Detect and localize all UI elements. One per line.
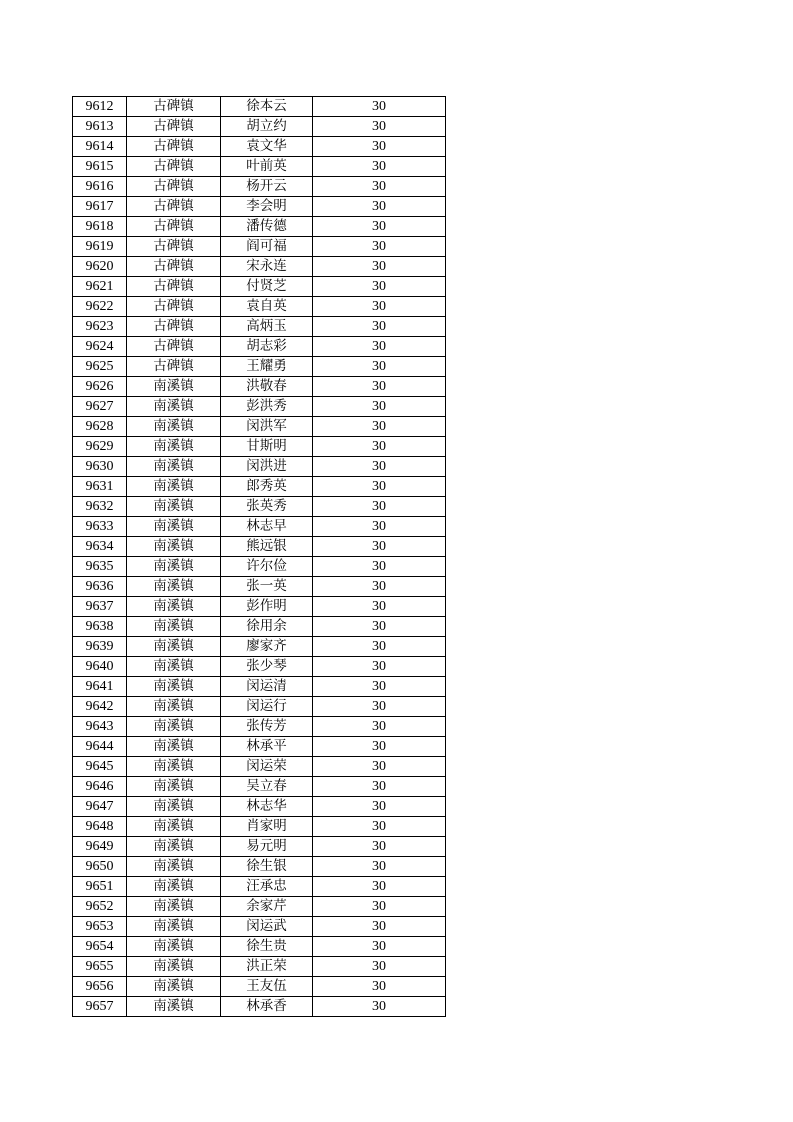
table-row — [73, 977, 446, 997]
town-cell: 古碑镇 — [127, 357, 221, 377]
amount-cell: 30 — [313, 237, 446, 257]
name-cell: 易元明 — [221, 837, 313, 857]
town-cell: 南溪镇 — [127, 617, 221, 637]
table-row — [73, 357, 446, 377]
table-row — [73, 877, 446, 897]
town-cell: 古碑镇 — [127, 157, 221, 177]
table-row — [73, 817, 446, 837]
table-row — [73, 677, 446, 697]
table-row — [73, 797, 446, 817]
row-id-cell: 9655 — [73, 957, 127, 977]
row-id-cell: 9656 — [73, 977, 127, 997]
name-cell: 闵洪进 — [221, 457, 313, 477]
town-cell: 南溪镇 — [127, 937, 221, 957]
name-cell: 徐生贵 — [221, 937, 313, 957]
row-id-cell: 9651 — [73, 877, 127, 897]
amount-cell: 30 — [313, 277, 446, 297]
name-cell: 张传芳 — [221, 717, 313, 737]
town-cell: 南溪镇 — [127, 997, 221, 1017]
amount-cell: 30 — [313, 737, 446, 757]
row-id-cell: 9616 — [73, 177, 127, 197]
town-cell: 南溪镇 — [127, 577, 221, 597]
row-id-cell: 9612 — [73, 97, 127, 117]
name-cell: 胡志彩 — [221, 337, 313, 357]
amount-cell: 30 — [313, 437, 446, 457]
row-id-cell: 9629 — [73, 437, 127, 457]
name-cell: 张一英 — [221, 577, 313, 597]
name-cell: 许尔俭 — [221, 557, 313, 577]
amount-cell: 30 — [313, 397, 446, 417]
amount-cell: 30 — [313, 257, 446, 277]
row-id-cell: 9617 — [73, 197, 127, 217]
table-row — [73, 757, 446, 777]
row-id-cell: 9615 — [73, 157, 127, 177]
row-id-cell: 9642 — [73, 697, 127, 717]
table-row — [73, 337, 446, 357]
amount-cell: 30 — [313, 617, 446, 637]
row-id-cell: 9618 — [73, 217, 127, 237]
row-id-cell: 9654 — [73, 937, 127, 957]
row-id-cell: 9627 — [73, 397, 127, 417]
table-row — [73, 257, 446, 277]
table-row — [73, 737, 446, 757]
amount-cell: 30 — [313, 137, 446, 157]
town-cell: 古碑镇 — [127, 197, 221, 217]
name-cell: 潘传德 — [221, 217, 313, 237]
table-row — [73, 637, 446, 657]
row-id-cell: 9634 — [73, 537, 127, 557]
name-cell: 闵运清 — [221, 677, 313, 697]
amount-cell: 30 — [313, 657, 446, 677]
table-row — [73, 437, 446, 457]
name-cell: 林承香 — [221, 997, 313, 1017]
row-id-cell: 9630 — [73, 457, 127, 477]
name-cell: 阎可福 — [221, 237, 313, 257]
amount-cell: 30 — [313, 217, 446, 237]
town-cell: 古碑镇 — [127, 317, 221, 337]
amount-cell: 30 — [313, 577, 446, 597]
town-cell: 南溪镇 — [127, 957, 221, 977]
table-row — [73, 377, 446, 397]
row-id-cell: 9648 — [73, 817, 127, 837]
table-row — [73, 457, 446, 477]
name-cell: 张少琴 — [221, 657, 313, 677]
row-id-cell: 9624 — [73, 337, 127, 357]
name-cell: 闵运武 — [221, 917, 313, 937]
amount-cell: 30 — [313, 677, 446, 697]
table-row — [73, 297, 446, 317]
row-id-cell: 9621 — [73, 277, 127, 297]
table-row — [73, 717, 446, 737]
table-row — [73, 477, 446, 497]
amount-cell: 30 — [313, 957, 446, 977]
amount-cell: 30 — [313, 477, 446, 497]
row-id-cell: 9631 — [73, 477, 127, 497]
amount-cell: 30 — [313, 857, 446, 877]
name-cell: 彭洪秀 — [221, 397, 313, 417]
row-id-cell: 9638 — [73, 617, 127, 637]
row-id-cell: 9650 — [73, 857, 127, 877]
name-cell: 闵运荣 — [221, 757, 313, 777]
amount-cell: 30 — [313, 517, 446, 537]
name-cell: 徐用余 — [221, 617, 313, 637]
row-id-cell: 9643 — [73, 717, 127, 737]
town-cell: 南溪镇 — [127, 797, 221, 817]
table-row — [73, 497, 446, 517]
town-cell: 南溪镇 — [127, 557, 221, 577]
table-row — [73, 857, 446, 877]
table-row — [73, 517, 446, 537]
name-cell: 汪承忠 — [221, 877, 313, 897]
name-cell: 林志华 — [221, 797, 313, 817]
town-cell: 古碑镇 — [127, 277, 221, 297]
row-id-cell: 9646 — [73, 777, 127, 797]
town-cell: 南溪镇 — [127, 677, 221, 697]
name-cell: 李会明 — [221, 197, 313, 217]
name-cell: 林志早 — [221, 517, 313, 537]
town-cell: 南溪镇 — [127, 917, 221, 937]
row-id-cell: 9632 — [73, 497, 127, 517]
table-row — [73, 277, 446, 297]
name-cell: 付贤芝 — [221, 277, 313, 297]
table-row — [73, 937, 446, 957]
name-cell: 林承平 — [221, 737, 313, 757]
town-cell: 古碑镇 — [127, 117, 221, 137]
town-cell: 南溪镇 — [127, 737, 221, 757]
row-id-cell: 9614 — [73, 137, 127, 157]
amount-cell: 30 — [313, 417, 446, 437]
town-cell: 南溪镇 — [127, 597, 221, 617]
row-id-cell: 9652 — [73, 897, 127, 917]
amount-cell: 30 — [313, 157, 446, 177]
name-cell: 肖家明 — [221, 817, 313, 837]
amount-cell: 30 — [313, 557, 446, 577]
name-cell: 张英秀 — [221, 497, 313, 517]
town-cell: 南溪镇 — [127, 757, 221, 777]
name-cell: 袁自英 — [221, 297, 313, 317]
row-id-cell: 9649 — [73, 837, 127, 857]
row-id-cell: 9640 — [73, 657, 127, 677]
row-id-cell: 9628 — [73, 417, 127, 437]
amount-cell: 30 — [313, 817, 446, 837]
name-cell: 高炳玉 — [221, 317, 313, 337]
table-row — [73, 217, 446, 237]
row-id-cell: 9635 — [73, 557, 127, 577]
amount-cell: 30 — [313, 797, 446, 817]
name-cell: 洪正荣 — [221, 957, 313, 977]
table-row — [73, 697, 446, 717]
row-id-cell: 9657 — [73, 997, 127, 1017]
amount-cell: 30 — [313, 497, 446, 517]
table-row — [73, 397, 446, 417]
amount-cell: 30 — [313, 297, 446, 317]
town-cell: 南溪镇 — [127, 977, 221, 997]
town-cell: 南溪镇 — [127, 777, 221, 797]
town-cell: 南溪镇 — [127, 697, 221, 717]
town-cell: 南溪镇 — [127, 837, 221, 857]
amount-cell: 30 — [313, 837, 446, 857]
town-cell: 古碑镇 — [127, 237, 221, 257]
town-cell: 南溪镇 — [127, 637, 221, 657]
name-cell: 郎秀英 — [221, 477, 313, 497]
table-row — [73, 657, 446, 677]
town-cell: 古碑镇 — [127, 337, 221, 357]
town-cell: 南溪镇 — [127, 517, 221, 537]
town-cell: 古碑镇 — [127, 177, 221, 197]
town-cell: 南溪镇 — [127, 817, 221, 837]
town-cell: 古碑镇 — [127, 137, 221, 157]
row-id-cell: 9620 — [73, 257, 127, 277]
row-id-cell: 9636 — [73, 577, 127, 597]
table-row — [73, 897, 446, 917]
table-row — [73, 97, 446, 117]
town-cell: 南溪镇 — [127, 857, 221, 877]
town-cell: 南溪镇 — [127, 477, 221, 497]
amount-cell: 30 — [313, 457, 446, 477]
row-id-cell: 9613 — [73, 117, 127, 137]
table-row — [73, 117, 446, 137]
town-cell: 古碑镇 — [127, 217, 221, 237]
table-row — [73, 177, 446, 197]
name-cell: 王友伍 — [221, 977, 313, 997]
name-cell: 王耀勇 — [221, 357, 313, 377]
amount-cell: 30 — [313, 317, 446, 337]
name-cell: 徐生银 — [221, 857, 313, 877]
row-id-cell: 9619 — [73, 237, 127, 257]
amount-cell: 30 — [313, 117, 446, 137]
table-row — [73, 317, 446, 337]
table-row — [73, 917, 446, 937]
name-cell: 杨开云 — [221, 177, 313, 197]
name-cell: 甘斯明 — [221, 437, 313, 457]
row-id-cell: 9637 — [73, 597, 127, 617]
row-id-cell: 9644 — [73, 737, 127, 757]
town-cell: 南溪镇 — [127, 657, 221, 677]
town-cell: 南溪镇 — [127, 457, 221, 477]
name-cell: 余家芹 — [221, 897, 313, 917]
table-row — [73, 537, 446, 557]
town-cell: 南溪镇 — [127, 437, 221, 457]
name-cell: 胡立约 — [221, 117, 313, 137]
amount-cell: 30 — [313, 357, 446, 377]
amount-cell: 30 — [313, 197, 446, 217]
table-row — [73, 157, 446, 177]
amount-cell: 30 — [313, 637, 446, 657]
amount-cell: 30 — [313, 537, 446, 557]
table-row — [73, 417, 446, 437]
town-cell: 古碑镇 — [127, 297, 221, 317]
town-cell: 南溪镇 — [127, 537, 221, 557]
town-cell: 南溪镇 — [127, 397, 221, 417]
town-cell: 南溪镇 — [127, 877, 221, 897]
name-cell: 闵洪军 — [221, 417, 313, 437]
row-id-cell: 9645 — [73, 757, 127, 777]
amount-cell: 30 — [313, 937, 446, 957]
row-id-cell: 9622 — [73, 297, 127, 317]
amount-cell: 30 — [313, 697, 446, 717]
amount-cell: 30 — [313, 337, 446, 357]
row-id-cell: 9625 — [73, 357, 127, 377]
amount-cell: 30 — [313, 717, 446, 737]
town-cell: 南溪镇 — [127, 417, 221, 437]
table-row — [73, 957, 446, 977]
name-cell: 吴立春 — [221, 777, 313, 797]
row-id-cell: 9623 — [73, 317, 127, 337]
row-id-cell: 9639 — [73, 637, 127, 657]
table-row — [73, 237, 446, 257]
table-row — [73, 197, 446, 217]
town-cell: 古碑镇 — [127, 257, 221, 277]
name-cell: 闵运行 — [221, 697, 313, 717]
table-row — [73, 137, 446, 157]
table-row — [73, 577, 446, 597]
name-cell: 袁文华 — [221, 137, 313, 157]
amount-cell: 30 — [313, 177, 446, 197]
name-cell: 廖家齐 — [221, 637, 313, 657]
name-cell: 徐本云 — [221, 97, 313, 117]
table-body — [73, 97, 446, 1017]
town-cell: 南溪镇 — [127, 717, 221, 737]
name-cell: 彭作明 — [221, 597, 313, 617]
name-cell: 熊远银 — [221, 537, 313, 557]
table-row — [73, 997, 446, 1017]
amount-cell: 30 — [313, 917, 446, 937]
amount-cell: 30 — [313, 897, 446, 917]
amount-cell: 30 — [313, 997, 446, 1017]
table-row — [73, 597, 446, 617]
row-id-cell: 9633 — [73, 517, 127, 537]
table-row — [73, 557, 446, 577]
row-id-cell: 9647 — [73, 797, 127, 817]
amount-cell: 30 — [313, 977, 446, 997]
name-cell: 宋永连 — [221, 257, 313, 277]
name-cell: 叶前英 — [221, 157, 313, 177]
table-row — [73, 617, 446, 637]
row-id-cell: 9626 — [73, 377, 127, 397]
town-cell: 古碑镇 — [127, 97, 221, 117]
amount-cell: 30 — [313, 777, 446, 797]
amount-cell: 30 — [313, 877, 446, 897]
town-cell: 南溪镇 — [127, 377, 221, 397]
amount-cell: 30 — [313, 757, 446, 777]
data-table — [72, 96, 446, 1017]
town-cell: 南溪镇 — [127, 497, 221, 517]
amount-cell: 30 — [313, 377, 446, 397]
row-id-cell: 9653 — [73, 917, 127, 937]
row-id-cell: 9641 — [73, 677, 127, 697]
amount-cell: 30 — [313, 97, 446, 117]
table-row — [73, 837, 446, 857]
name-cell: 洪敬春 — [221, 377, 313, 397]
amount-cell: 30 — [313, 597, 446, 617]
town-cell: 南溪镇 — [127, 897, 221, 917]
table-row — [73, 777, 446, 797]
